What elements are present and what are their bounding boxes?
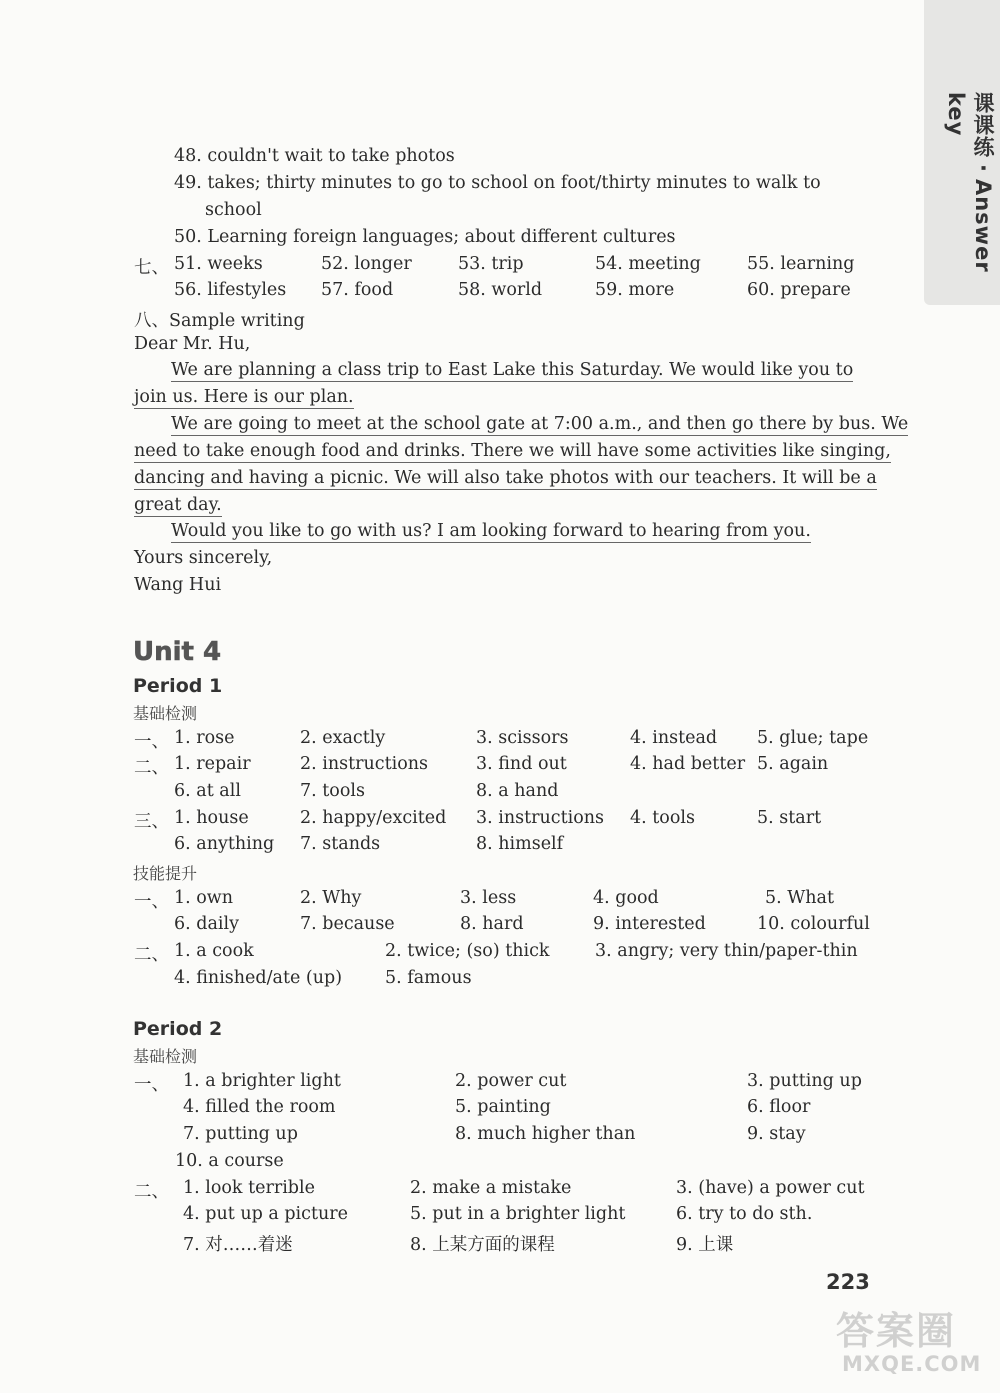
letter-closing: Yours sincerely, <box>134 548 273 568</box>
p1-k1-a6: 6. daily <box>174 914 239 934</box>
answer-59: 59. more <box>595 280 675 300</box>
section-8-label: 八、Sample writing <box>134 311 305 331</box>
answer-57: 57. food <box>321 280 394 300</box>
p1-k1-label: 一、 <box>134 892 169 912</box>
unit-heading: Unit 4 <box>133 637 222 667</box>
p1-s1-a5: 5. glue; tape <box>757 728 869 748</box>
p1-k1-a3: 3. less <box>460 888 517 908</box>
p2-s1-a8: 8. much higher than <box>455 1124 636 1144</box>
answer-58: 58. world <box>458 280 543 300</box>
p1-k1-a4: 4. good <box>593 888 659 908</box>
p1-k1-a2: 2. Why <box>300 888 362 908</box>
page-number: 223 <box>826 1270 870 1294</box>
p1-s1-a2: 2. exactly <box>300 728 386 748</box>
answer-60: 60. prepare <box>747 280 851 300</box>
p2-s2-a7: 7. 对……着迷 <box>183 1235 293 1255</box>
letter-signature: Wang Hui <box>134 575 222 595</box>
p2-s1-a4: 4. filled the room <box>183 1097 336 1117</box>
p2-s2-a4: 4. put up a picture <box>183 1204 348 1224</box>
p1-s3-a1: 1. house <box>174 808 249 828</box>
watermark-logo <box>836 1300 986 1386</box>
letter-p2-line4: great day. <box>134 495 222 515</box>
p1-k1-a9: 9. interested <box>593 914 706 934</box>
p2-s2-a6: 6. try to do sth. <box>676 1204 813 1224</box>
letter-p1-line1: We are planning a class trip to East Lake this Saturday. We would like you to <box>171 360 854 380</box>
p1-k1-a7: 7. because <box>300 914 395 934</box>
p2-s1-label: 一、 <box>134 1075 169 1095</box>
p2-s1-a2: 2. power cut <box>455 1071 567 1091</box>
side-tab-en: Answer key <box>944 92 995 273</box>
p2-s2-a1: 1. look terrible <box>183 1178 315 1198</box>
p1-s3-a2: 2. happy/excited <box>300 808 447 828</box>
answer-55: 55. learning <box>747 254 855 274</box>
p2-s1-a1: 1. a brighter light <box>183 1071 341 1091</box>
p1-s3-a6: 6. anything <box>174 834 275 854</box>
p1-k2-a5: 5. famous <box>385 968 472 988</box>
period-1-heading: Period 1 <box>133 675 223 697</box>
p1-s2-a4: 4. had better <box>630 754 746 774</box>
p1-s3-a7: 7. stands <box>300 834 381 854</box>
p1-s1-label: 一、 <box>134 732 169 752</box>
p1-k2-a1: 1. a cook <box>174 941 254 961</box>
answer-49-cont: school <box>205 200 262 220</box>
p1-s2-a6: 6. at all <box>174 781 241 801</box>
p2-s1-a7: 7. putting up <box>183 1124 298 1144</box>
p1-k2-label: 二、 <box>134 945 169 965</box>
p2-s1-a3: 3. putting up <box>747 1071 862 1091</box>
answer-51: 51. weeks <box>174 254 263 274</box>
p2-s1-a6: 6. floor <box>747 1097 811 1117</box>
p2-s2-a9: 9. 上课 <box>676 1235 734 1255</box>
p1-k1-a5: 5. What <box>765 888 834 908</box>
p1-s3-a4: 4. tools <box>630 808 695 828</box>
p1-s2-label: 二、 <box>134 758 169 778</box>
answer-54: 54. meeting <box>595 254 701 274</box>
side-tab-zh: 课课练 <box>971 92 995 158</box>
p1-k2-a3: 3. angry; very thin/paper-thin <box>595 941 858 961</box>
p1-s1-a4: 4. instead <box>630 728 718 748</box>
p1-s1-a3: 3. scissors <box>476 728 569 748</box>
p1-s2-a2: 2. instructions <box>300 754 428 774</box>
answer-56: 56. lifestyles <box>174 280 287 300</box>
period-1-basic-label: 基础检测 <box>133 704 198 723</box>
answer-52: 52. longer <box>321 254 412 274</box>
side-tab-sep: · <box>971 164 995 173</box>
period-2-basic-label: 基础检测 <box>133 1047 198 1066</box>
p1-s3-label: 三、 <box>134 812 169 832</box>
p2-s2-label: 二、 <box>134 1182 169 1202</box>
watermark-top: 答案圈 <box>836 1309 957 1353</box>
p2-s2-a8: 8. 上某方面的课程 <box>410 1235 555 1255</box>
period-2-heading: Period 2 <box>133 1018 223 1040</box>
p1-k2-a4: 4. finished/ate (up) <box>174 968 343 988</box>
p2-s2-a2: 2. make a mistake <box>410 1178 572 1198</box>
answer-50: 50. Learning foreign languages; about different cultures <box>174 227 676 247</box>
letter-p2-line1: We are going to meet at the school gate at 7:00 a.m., and then go there by bus. We <box>171 414 909 434</box>
p1-s2-a1: 1. repair <box>174 754 251 774</box>
period-1-skill-label: 技能提升 <box>133 864 198 883</box>
p2-s1-a5: 5. painting <box>455 1097 551 1117</box>
section-7-label: 七、 <box>134 258 169 278</box>
p1-s2-a3: 3. find out <box>476 754 567 774</box>
answer-48: 48. couldn't wait to take photos <box>174 146 455 166</box>
letter-p1-line2: join us. Here is our plan. <box>134 387 354 407</box>
letter-greeting: Dear Mr. Hu, <box>134 334 251 354</box>
side-tab-label <box>944 92 998 305</box>
p1-s1-a1: 1. rose <box>174 728 235 748</box>
watermark-bottom: MXQE.COM <box>842 1352 982 1376</box>
letter-p2-line2: need to take enough food and drinks. There we will have some activities like singing, <box>134 441 891 461</box>
p1-k2-a2: 2. twice; (so) thick <box>385 941 550 961</box>
p1-s2-a8: 8. a hand <box>476 781 559 801</box>
p1-s2-a7: 7. tools <box>300 781 365 801</box>
p2-s2-a3: 3. (have) a power cut <box>676 1178 865 1198</box>
answer-53: 53. trip <box>458 254 524 274</box>
p1-s3-a5: 5. start <box>757 808 822 828</box>
letter-p3: Would you like to go with us? I am looking forward to hearing from you. <box>171 521 811 541</box>
p2-s1-a9: 9. stay <box>747 1124 806 1144</box>
answer-49: 49. takes; thirty minutes to go to school on foot/thirty minutes to walk to <box>174 173 821 193</box>
p1-s3-a3: 3. instructions <box>476 808 604 828</box>
p1-k1-a1: 1. own <box>174 888 234 908</box>
letter-p2-line3: dancing and having a picnic. We will also take photos with our teachers. It will be a <box>134 468 877 488</box>
p2-s1-a10: 10. a course <box>175 1151 284 1171</box>
p1-s3-a8: 8. himself <box>476 834 564 854</box>
p1-k1-a8: 8. hard <box>460 914 524 934</box>
side-tab <box>924 0 1000 305</box>
p1-k1-a10: 10. colourful <box>757 914 870 934</box>
p1-s2-a5: 5. again <box>757 754 829 774</box>
p2-s2-a5: 5. put in a brighter light <box>410 1204 626 1224</box>
